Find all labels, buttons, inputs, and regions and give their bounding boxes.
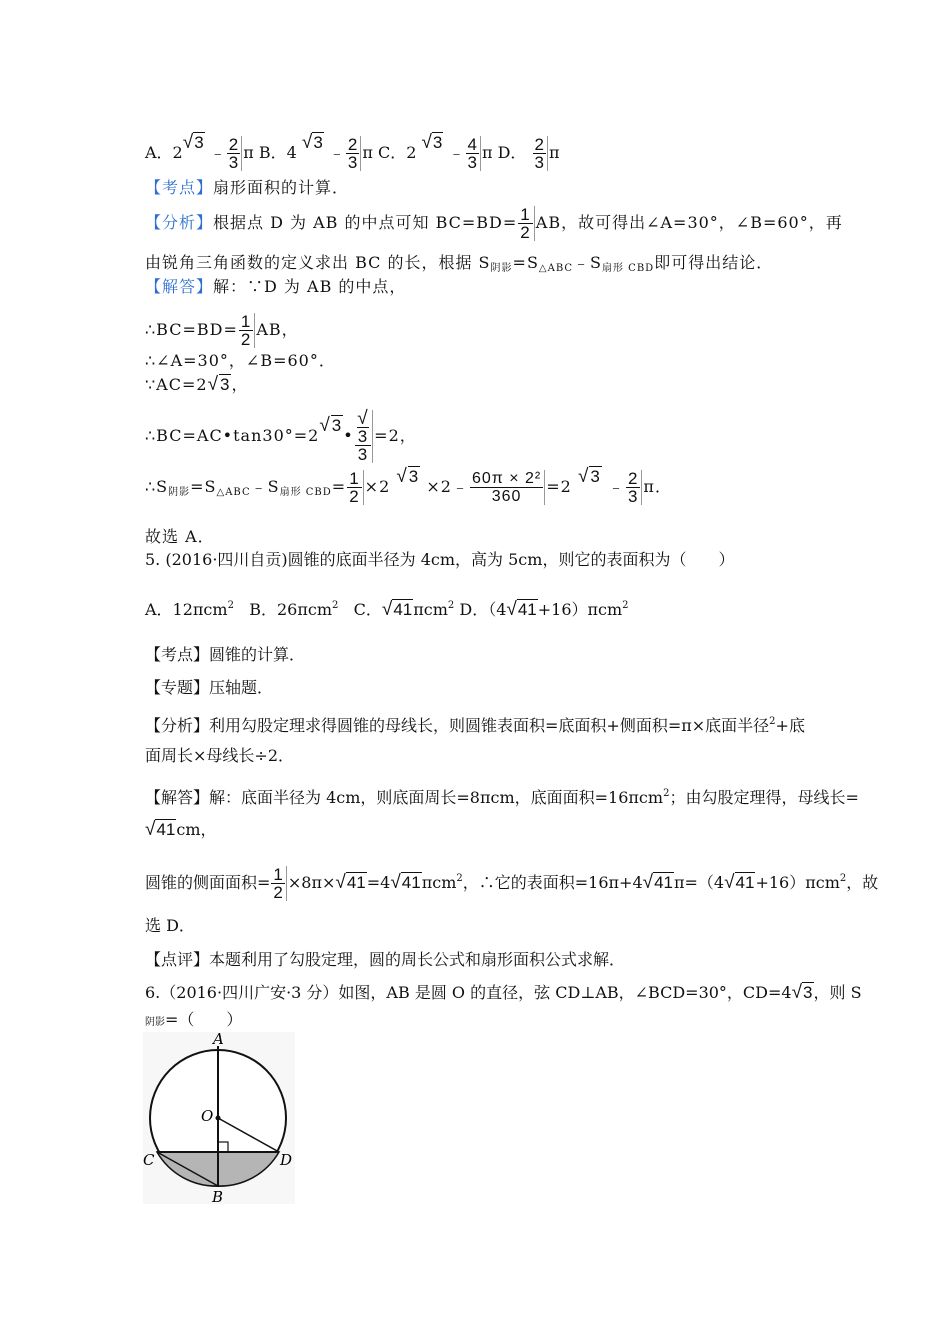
q4-fenxi-line1: [145, 206, 843, 241]
fraction-1-2: $\frac{1}{2}$: [347, 470, 363, 505]
sqrt-41: √41: [724, 872, 755, 893]
kaodian-text: 扇形面积的计算．: [213, 178, 350, 197]
choice-c-label: π C．2: [362, 143, 417, 162]
fraction-sqrt3-3: √ 3 3: [355, 410, 373, 463]
q5-xuan: 选 D．: [145, 916, 195, 935]
fraction-2-3: $\frac{2}{3}$: [533, 136, 548, 171]
option-b: B．26πcm: [249, 600, 332, 619]
fenxi-text: 【分析】利用勾股定理求得圆锥的母线长，则圆锥表面积=底面积+侧面积=π×底面半径: [145, 716, 770, 735]
option-c: πcm: [413, 600, 448, 619]
fenxi-text: 由锐角三角函数的定义求出 BC 的长，根据 S: [145, 253, 491, 272]
fraction-2-3: $\frac{2}{3}$: [346, 136, 361, 171]
fraction-1-2: $\frac{1}{2}$: [518, 206, 534, 241]
q4-jieda-line5: [145, 410, 417, 463]
jieda-text: =: [331, 477, 347, 496]
jieda-text: ×8π×: [287, 873, 336, 892]
subscript: 阴影: [168, 487, 191, 498]
choice-b-label: π B．4: [243, 143, 297, 162]
jieda-text: =2，: [374, 426, 417, 445]
q5-fenxi-line1: [145, 712, 805, 736]
q4-jieda-line4: [145, 375, 248, 395]
q5-jieda-line2: [145, 820, 217, 840]
fraction-4-3: $\frac{4}{3}$: [466, 136, 481, 171]
jieda-text: cm，: [176, 820, 217, 839]
jieda-text: +16）πcm: [755, 873, 840, 892]
q6-stem-text: ，则 S: [813, 983, 862, 1002]
circle-figure: [143, 1032, 295, 1204]
minus-sign: ﹣: [607, 477, 625, 496]
fenxi-text: AB，故可得出∠A=30°，∠B=60°，再: [535, 213, 843, 232]
pi-symbol: π: [548, 143, 560, 162]
jieda-text: π=（4: [673, 873, 725, 892]
sqrt-3: √3: [319, 415, 343, 436]
subscript: △ABC: [538, 263, 574, 274]
label-b: B: [212, 1188, 224, 1204]
sqrt-3: √3: [396, 466, 420, 487]
q6-stem-text: 6.（2016·四川广安·3 分）如图，AB 是圆 O 的直径，弦 CD⊥AB，∠BCD=30°，CD=4: [145, 983, 792, 1002]
fraction-2-3: $\frac{2}{3}$: [227, 136, 242, 171]
superscript: 2: [456, 873, 463, 884]
jieda-text: ﹣S: [250, 477, 280, 496]
jieda-text: ，∴它的表面积=16π+4: [462, 873, 643, 892]
option-a: A．12πcm: [145, 600, 228, 619]
q5-dianping: 【点评】本题利用了勾股定理，圆的周长公式和扇形面积公式求解．: [145, 950, 626, 969]
subscript: 阴影: [145, 1017, 165, 1028]
jieda-text: ×2: [364, 477, 391, 496]
jieda-text: =2: [546, 477, 572, 496]
superscript: 2: [227, 600, 234, 611]
minus-sign: ﹣: [328, 143, 345, 162]
minus-sign: ﹣: [209, 143, 226, 162]
jieda-text: πcm: [421, 873, 457, 892]
jieda-text: ，故: [846, 873, 879, 892]
fraction-1-2: $\frac{1}{2}$: [239, 313, 255, 348]
sqrt-3: √3: [577, 466, 601, 487]
q4-choices: [145, 132, 560, 172]
q6-stem-line2: [145, 1010, 242, 1033]
label-c: C: [143, 1151, 155, 1169]
label-a: A: [213, 1032, 224, 1048]
kaodian-tag: 【考点】: [145, 178, 214, 197]
q4-jieda-line6: [145, 466, 672, 506]
sqrt-3: √3: [207, 374, 231, 395]
option-d: D．（4: [459, 600, 507, 619]
choice-a-label: A．2: [145, 143, 183, 162]
q6-stem-line1: [145, 983, 862, 1003]
jieda-text: ∵AC=2: [145, 375, 208, 394]
superscript: 2: [622, 600, 629, 611]
sqrt-41: √41: [381, 599, 413, 620]
jieda-text: ∴BC=BD=: [145, 320, 238, 339]
superscript: 2: [332, 600, 339, 611]
sqrt-3: √3: [301, 132, 323, 153]
superscript: 2: [839, 873, 847, 884]
q6-stem-text: =（ ）: [165, 1010, 243, 1029]
jieda-text: =4: [366, 873, 391, 892]
subscript: 扇形 CBD: [279, 487, 332, 498]
q4-fenxi-line2: [145, 253, 773, 279]
q5-jieda-line1: [145, 784, 859, 808]
choice-d-label: π D．: [481, 143, 527, 162]
minus-sign: ﹣: [448, 143, 465, 162]
q5-options: [145, 596, 629, 620]
sqrt-41: √41: [506, 599, 537, 620]
sqrt-41: √41: [642, 872, 673, 893]
dot-operator: •: [343, 426, 354, 445]
sqrt-41: √41: [335, 872, 366, 893]
fraction-sector: $\frac{\text{60π × 2²}}{360}$: [470, 470, 545, 505]
sqrt-41: √41: [390, 872, 421, 893]
fenxi-text: =S: [512, 253, 539, 272]
q5-fenxi-line2: 面周长×母线长÷2．: [145, 746, 294, 765]
jieda-text: π．: [643, 477, 672, 496]
fraction-1-2: $\frac{1}{2}$: [271, 866, 286, 901]
jieda-text: =S: [190, 477, 217, 496]
q5-stem: 5. (2016·四川自贡)圆锥的底面半径为 4cm，高为 5cm，则它的表面积为（ ）: [145, 550, 735, 569]
sqrt-3: √3: [791, 982, 813, 1003]
sqrt-3: √3: [421, 132, 443, 153]
jieda-text: 【解答】解：底面半径为 4cm，则底面周长=8πcm，底面面积=16πcm: [145, 788, 664, 807]
center-point: [216, 1116, 221, 1121]
fraction-2-3: $\frac{2}{3}$: [626, 470, 642, 505]
superscript: 2: [769, 716, 776, 727]
jieda-tag: 【解答】: [145, 277, 214, 296]
subscript: 阴影: [490, 263, 513, 274]
fenxi-text: 即可得出结论．: [654, 253, 774, 272]
sqrt-41: √41: [145, 819, 176, 840]
label-o: O: [201, 1107, 214, 1125]
superscript: 2: [663, 788, 670, 799]
jieda-text: 解：∵D 为 AB 的中点，: [213, 277, 407, 296]
label-d: D: [280, 1151, 293, 1169]
option-d: +16）πcm: [537, 600, 623, 619]
q4-kaodian: [145, 178, 349, 198]
q4-guxuan: 故选 A．: [145, 527, 215, 546]
jieda-text: ∴BC=AC•tan30°=2: [145, 426, 320, 445]
q4-jieda-line2: [145, 313, 299, 348]
jieda-text: ∴S: [145, 477, 169, 496]
superscript: 2: [447, 600, 455, 611]
sqrt-3: √3: [182, 132, 204, 153]
q4-jieda-line1: [145, 277, 406, 297]
jieda-text: ，: [231, 375, 249, 394]
fenxi-tag: 【分析】: [145, 213, 214, 232]
jieda-text: 圆锥的侧面面积=: [145, 873, 271, 892]
jieda-text: AB，: [256, 320, 299, 339]
jieda-text: ；由勾股定理得，母线长=: [669, 788, 859, 807]
option-c: C．: [353, 600, 382, 619]
subscript: 扇形 CBD: [601, 263, 655, 274]
jieda-text: ×2﹣: [426, 477, 469, 496]
fenxi-text: 根据点 D 为 AB 的中点可知 BC=BD=: [213, 213, 518, 232]
q5-zhuanti: 【专题】压轴题．: [145, 678, 274, 697]
subscript: △ABC: [216, 487, 251, 498]
fenxi-text: ﹣S: [573, 253, 602, 272]
q4-jieda-line3: ∴∠A=30°，∠B=60°．: [145, 351, 336, 370]
q5-ce-line: [145, 866, 878, 901]
q5-kaodian: 【考点】圆锥的计算．: [145, 645, 306, 664]
fenxi-text: +底: [775, 716, 805, 735]
